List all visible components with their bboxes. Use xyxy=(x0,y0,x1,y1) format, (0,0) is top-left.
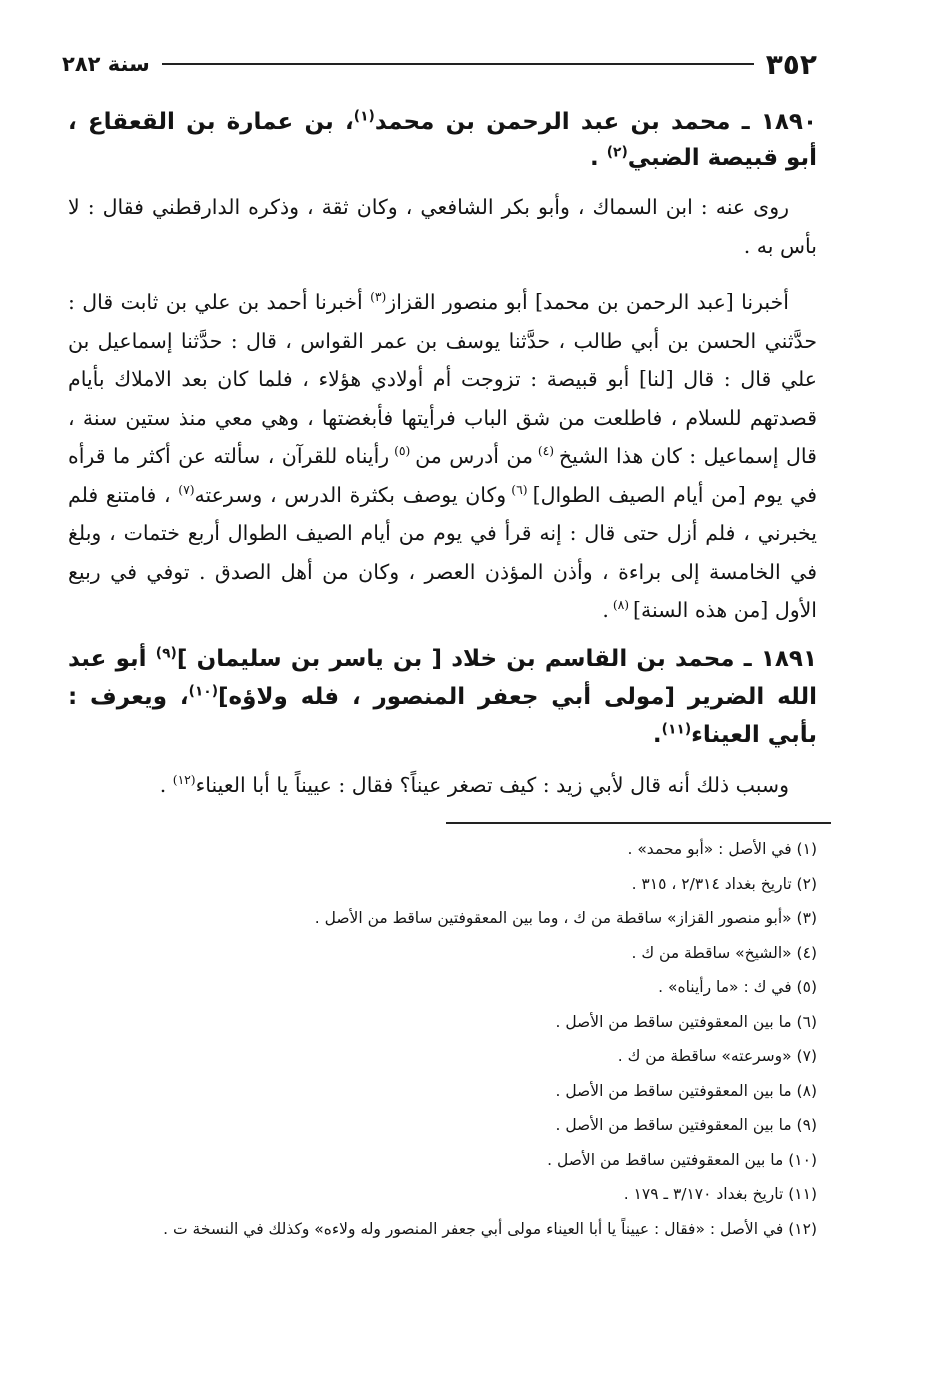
footnote-ref-4[interactable]: (٤) xyxy=(533,444,559,459)
entry-1891-title-b: أبو عبد الله الضرير [مولى أبي جعفر المنصور ، فله ولاؤه] xyxy=(68,645,818,710)
entry-1890-paragraph-2 xyxy=(68,283,817,630)
header-rule xyxy=(162,63,754,65)
footnote-ref-9[interactable]: (٩) xyxy=(155,644,177,661)
entry-1890-heading xyxy=(68,104,817,176)
footnote-6: (٦) ما بين المعقوفتين ساقط من الأصل . xyxy=(555,1012,817,1031)
footnote-5: (٥) في ك : «ما رأيناه» . xyxy=(658,978,817,996)
footnote-ref-8[interactable]: (٨) xyxy=(608,598,633,613)
entry-1891-title-c: ، ويعرف : بأبي العيناء xyxy=(68,683,817,748)
main-text xyxy=(68,104,817,804)
footnote-ref-11[interactable]: (١١) xyxy=(661,720,692,737)
para2-text-end: . xyxy=(602,598,609,622)
para2-text-e: وكان يوصف بكثرة الدرس ، وسرعته xyxy=(194,482,507,507)
footnote-7: (٧) «وسرعته» ساقطة من ك . xyxy=(617,1047,817,1065)
entry-1890-paragraph-1: روى عنه : ابن السماك ، وأبو بكر الشافعي ، وكان ثقة ، وذكره الدارقطني فقال : لا بأس به . xyxy=(68,195,817,258)
footnote-3: (٣) «أبو منصور القزاز» ساقطة من ك ، وما بين المعقوفتين ساقط من الأصل . xyxy=(314,909,817,927)
entry-1891-text: وسبب ذلك أنه قال لأبي زيد : كيف تصغر عيناً؟ فقال : عييناً يا أبا العيناء xyxy=(195,772,789,797)
footnote-1: (١) في الأصل : «أبو محمد» . xyxy=(627,840,817,858)
para2-text-c: من أدرس من xyxy=(415,444,533,468)
entry-1891-title-end: . xyxy=(652,721,662,748)
footnote-ref-12[interactable]: (١٢) xyxy=(172,772,196,787)
footnote-ref-10[interactable]: (١٠) xyxy=(188,682,219,699)
footnotes xyxy=(100,832,817,1246)
footnote-ref-5[interactable]: (٥) xyxy=(389,444,416,459)
entry-1891-text-end: . xyxy=(159,772,173,797)
footnote-10: (١٠) ما بين المعقوفتين ساقط من الأصل . xyxy=(547,1150,817,1169)
entry-1890-title-rest: ، بن عمارة بن القعقاع ، أبو قبيصة الضبي xyxy=(68,109,817,171)
footnote-ref-3[interactable]: (٣) xyxy=(370,290,387,305)
footnote-ref-6[interactable]: (٦) xyxy=(506,482,533,497)
footnote-ref-7[interactable]: (٧) xyxy=(178,482,195,497)
para2-text-a: أخبرنا [عبد الرحمن بن محمد] أبو منصور القزاز xyxy=(386,290,789,314)
page-number: ٣٥٢ xyxy=(765,47,817,81)
entry-1891-paragraph-1 xyxy=(68,766,817,805)
para2-text-f: ، فامتنع فلم يخبرني ، فلم أزل حتى قال : إنه قرأ في يوم من أيام الصيف الطوال أربع ختمات ، وبلغ في الخامسة إلى براءة ، وأذن المؤذن العصر ، وكان من أهل الصدق . توفي في ربيع الأول [من هذه السنة] xyxy=(68,482,817,622)
footnote-2: (٢) تاريخ بغداد ٢/٣١٤ ، ٣١٥ . xyxy=(631,874,817,893)
running-header xyxy=(62,44,817,84)
footnote-12: (١٢) في الأصل : «فقال : عييناً يا أبا العيناء مولى أبي جعفر المنصور وله ولاءه» وكذلك في النسخة ت . xyxy=(163,1219,817,1238)
footnote-9: (٩) ما بين المعقوفتين ساقط من الأصل . xyxy=(555,1116,817,1134)
paragraph-spacer xyxy=(68,265,817,283)
para2-text-d: رأيناه للقرآن ، سألته عن أكثر ما قرأه في يوم [من أيام الصيف الطوال] xyxy=(68,444,817,507)
running-header-year: سنة ٢٨٢ xyxy=(62,52,150,76)
entry-1891-title-a: ١٨٩١ ـ محمد بن القاسم بن خلاد [ بن ياسر بن سليمان ] xyxy=(176,645,817,672)
footnote-separator xyxy=(446,822,831,824)
footnote-8: (٨) ما بين المعقوفتين ساقط من الأصل . xyxy=(555,1081,817,1100)
footnote-ref-1[interactable]: (١) xyxy=(353,108,375,125)
entry-1890-title-end: . xyxy=(589,145,607,171)
entry-1891-heading xyxy=(68,640,817,754)
entry-1890-title: ١٨٩٠ ـ محمد بن عبد الرحمن بن محمد xyxy=(374,109,817,135)
footnote-11: (١١) تاريخ بغداد ٣/١٧٠ ـ ١٧٩ . xyxy=(623,1185,817,1203)
footnote-ref-2[interactable]: (٢) xyxy=(606,144,628,161)
para2-text-b: أخبرنا أحمد بن علي بن ثابت قال : حدَّثني الحسن بن أبي طالب ، حدَّثنا يوسف بن عمر القواس ، قال : حدَّثنا إسماعيل بن علي قال : قال [لنا] أبو قبيصة : تزوجت أم أولادي هؤلاء ، فلما كان بعد الاملاك بأيام قصدتهم للسلام ، فاطلعت من شق الباب فرأيتها فأبغضتها ، وهي معي منذ ستين سنة ، قال إسماعيل : كان هذا الشيخ xyxy=(68,290,817,468)
footnote-4: (٤) «الشيخ» ساقطة من ك . xyxy=(631,943,817,962)
